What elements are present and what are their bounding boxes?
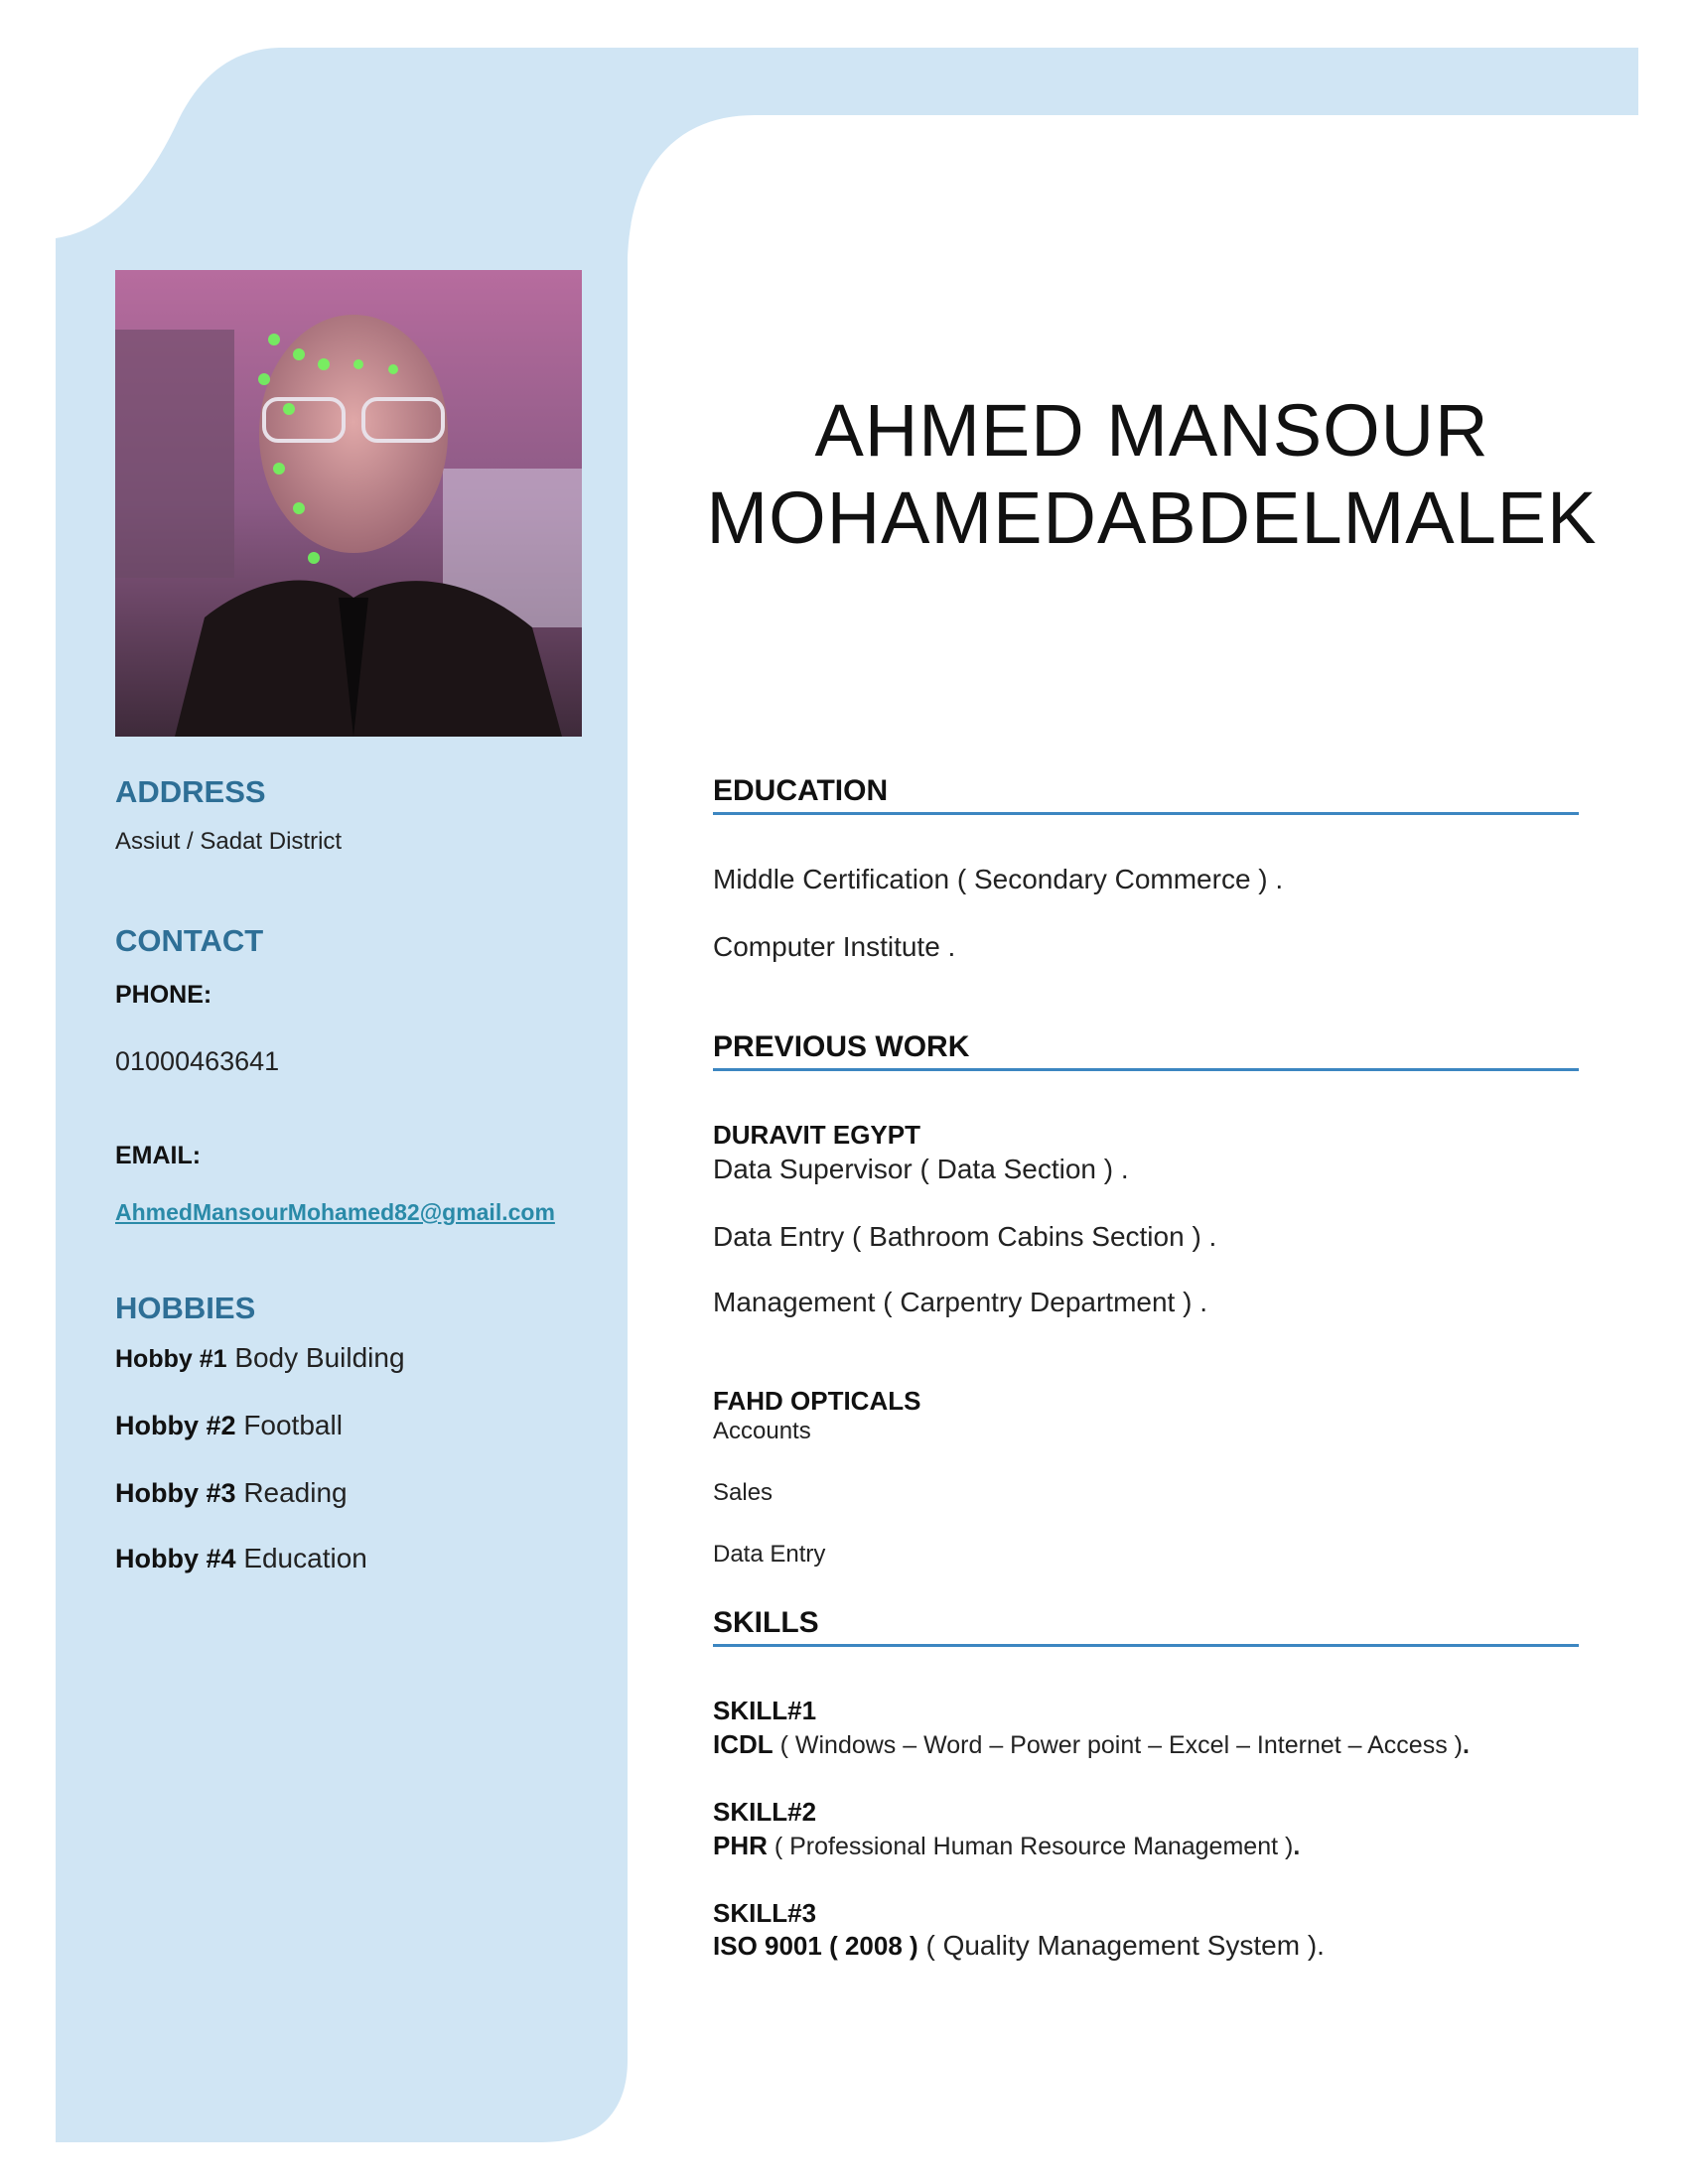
contact-heading: CONTACT: [115, 923, 264, 958]
skill-desc: ( Windows – Word – Power point – Excel – Internet – Access ): [773, 1731, 1463, 1759]
skill-line: [713, 1831, 1300, 1861]
hobby-item: [115, 1477, 348, 1509]
address-text: Assiut / Sadat District: [115, 828, 343, 855]
skill-desc: ( Quality Management System ).: [917, 1930, 1325, 1961]
hobby-label: Hobby #3: [115, 1478, 236, 1508]
skill-desc: ( Professional Human Resource Management ): [767, 1833, 1294, 1860]
address-heading: ADDRESS: [115, 774, 266, 809]
previous-work-heading: PREVIOUS WORK: [713, 1030, 1579, 1071]
hobby-item: [115, 1543, 367, 1574]
candidate-name: [695, 387, 1609, 562]
skill-line: [713, 1729, 1470, 1760]
hobby-label: Hobby #4: [115, 1544, 236, 1573]
hobby-label: Hobby #1: [115, 1345, 227, 1373]
hobby-value: Education: [243, 1543, 367, 1573]
work-role: Accounts: [713, 1418, 811, 1444]
skill-line: [713, 1930, 1325, 1962]
skill-title: SKILL#2: [713, 1797, 817, 1827]
profile-photo: [115, 270, 582, 737]
hobby-value: Reading: [243, 1477, 348, 1508]
hobby-item: [115, 1410, 343, 1441]
phone-label: PHONE:: [115, 981, 212, 1009]
email-link[interactable]: AhmedMansourMohamed82@gmail.com: [115, 1199, 555, 1225]
company-name: DURAVIT EGYPT: [713, 1120, 920, 1150]
email-label: EMAIL:: [115, 1142, 202, 1169]
work-role: Data Supervisor ( Data Section ) .: [713, 1154, 1129, 1184]
hobby-value: Body Building: [234, 1342, 405, 1373]
name-line-2: MOHAMEDABDELMALEK: [706, 477, 1598, 559]
skill-end: .: [1462, 1731, 1470, 1759]
skill-name: ICDL: [713, 1729, 774, 1759]
work-role: Data Entry ( Bathroom Cabins Section ) .: [713, 1221, 1217, 1252]
hobbies-heading: HOBBIES: [115, 1291, 256, 1325]
skill-title: SKILL#1: [713, 1696, 817, 1725]
work-role: Data Entry: [713, 1541, 826, 1568]
name-line-1: AHMED MANSOUR: [814, 389, 1489, 472]
skill-name: PHR: [713, 1831, 768, 1860]
skills-heading: SKILLS: [713, 1606, 1579, 1647]
phone-number: 01000463641: [115, 1046, 280, 1076]
education-item: Computer Institute .: [713, 931, 956, 962]
skill-end: .: [1293, 1833, 1301, 1860]
hobby-item: [115, 1342, 405, 1374]
work-role: Management ( Carpentry Department ) .: [713, 1287, 1207, 1317]
education-heading: EDUCATION: [713, 774, 1579, 815]
company-name: FAHD OPTICALS: [713, 1386, 921, 1416]
skill-title: SKILL#3: [713, 1898, 817, 1928]
work-role: Sales: [713, 1479, 774, 1506]
hobby-label: Hobby #2: [115, 1411, 236, 1440]
skill-name: ISO 9001 ( 2008 ): [713, 1931, 918, 1961]
hobby-value: Football: [243, 1410, 343, 1440]
education-item: Middle Certification ( Secondary Commerce ) .: [713, 864, 1284, 894]
